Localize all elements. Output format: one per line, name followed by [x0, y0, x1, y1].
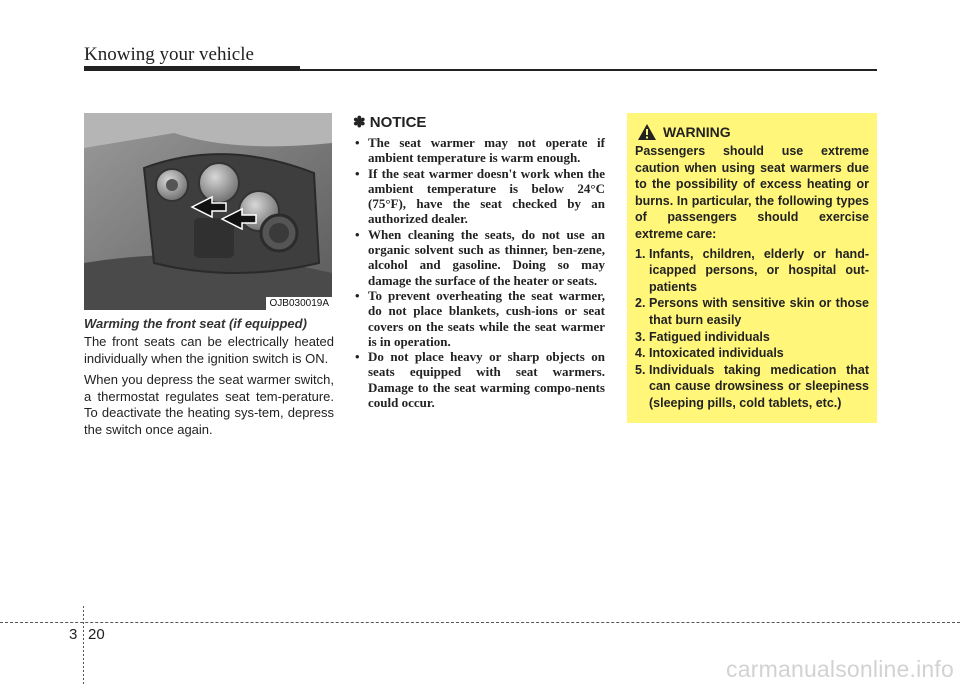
list-item-text: Persons with sensitive skin or those that burn easily — [649, 296, 869, 327]
list-number: 2. — [635, 296, 646, 311]
notice-title: ✽ NOTICE — [353, 114, 427, 131]
list-number: 5. — [635, 362, 646, 377]
warning-triangle-icon — [637, 123, 657, 141]
list-item-text: Fatigued individuals — [649, 329, 770, 344]
seat-warmer-photo — [84, 113, 332, 310]
bullet: • — [355, 287, 360, 303]
section-caption: Warming the front seat (if equipped) — [84, 316, 307, 331]
list-item — [355, 166, 605, 227]
list-item-text: Intoxicated individuals — [649, 346, 784, 361]
figure-code: OJB030019A — [266, 297, 333, 310]
header-rule-thin — [300, 69, 877, 71]
warning-header — [635, 123, 869, 141]
header-rule-thick — [84, 66, 300, 71]
list-item — [355, 288, 605, 349]
page-number: 20 — [88, 626, 105, 643]
list-item — [635, 329, 869, 346]
list-number: 3. — [635, 329, 646, 344]
list-number: 4. — [635, 346, 646, 361]
list-item-text: To prevent overheating the seat warmer, do not place blankets, cush-ions or seat covers on the seats while the seat warmer is in operation. — [368, 287, 605, 349]
running-header-title: Knowing your vehicle — [84, 44, 254, 65]
list-item-text: Do not place heavy or sharp objects on seats equipped with seat warmers. Damage to the seat warming compo-nents could occur. — [368, 349, 605, 411]
list-item — [355, 135, 605, 166]
list-item — [635, 362, 869, 412]
list-item-text: Individuals taking medication that can cause drowsiness or sleepiness (sleeping pills, cold tablets, etc.) — [649, 362, 869, 410]
footer-rule — [0, 622, 960, 623]
list-item-text: When cleaning the seats, do not use an organic solvent such as thinner, ben-zene, alcohol and gasoline. Doing so may damage the surface of the heater or seats. — [368, 226, 605, 288]
body-text — [84, 334, 334, 443]
bullet: • — [355, 135, 360, 150]
list-item — [635, 295, 869, 328]
bullet: • — [355, 226, 360, 242]
list-item-text: Infants, children, elderly or hand-icapped persons, or hospital out-patients — [649, 246, 869, 294]
list-item-text: The seat warmer may not operate if ambient temperature is warm enough. — [368, 135, 605, 166]
notice-list — [355, 135, 605, 410]
paragraph: When you depress the seat warmer switch, a thermostat regulates seat tem-perature. To deactivate the heating sys-tem, depress the switch once again. — [84, 372, 334, 437]
list-item — [635, 246, 869, 296]
list-number: 1. — [635, 246, 646, 261]
list-item-text: If the seat warmer doesn't work when the ambient temperature is below 24°C (75°F), have the seat checked by an authorized dealer. — [368, 165, 605, 227]
bullet: • — [355, 165, 360, 181]
warning-box — [627, 113, 877, 423]
warning-list — [635, 246, 869, 412]
list-item — [635, 345, 869, 362]
list-item — [355, 349, 605, 410]
warning-intro: Passengers should use extreme caution when using seat warmers due to the possibility of excess heating or burns. In particular, the following types of passengers should exercise extreme care: — [635, 144, 869, 241]
bullet: • — [355, 349, 360, 365]
warning-title: WARNING — [663, 124, 731, 140]
watermark: carmanualsonline.info — [726, 656, 954, 682]
paragraph: The front seats can be electrically heated individually when the ignition switch is ON. — [84, 334, 334, 366]
list-item — [355, 227, 605, 288]
footer-divider — [83, 606, 84, 686]
chapter-number: 3 — [69, 626, 78, 643]
